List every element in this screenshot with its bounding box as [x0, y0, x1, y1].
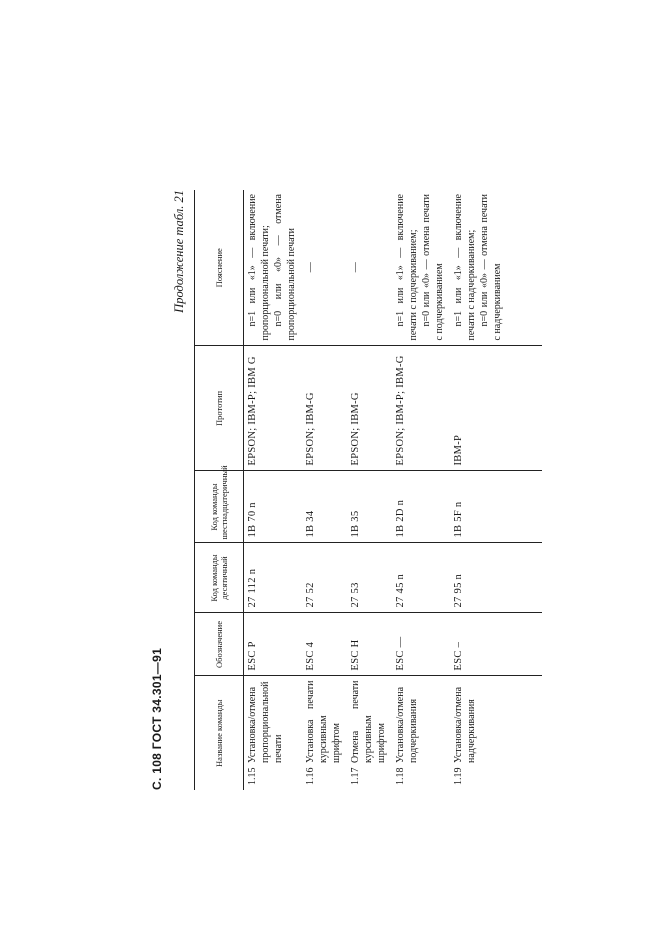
- explanation-line: n=1 или «1» — включение пропорциональной печати;: [247, 194, 271, 341]
- command-name: Установка/отмена подчеркивания: [395, 686, 419, 763]
- column-header-prototype: Прототип: [195, 346, 244, 471]
- explanation-line: n=1 или «1» — включение печати с подчеркиванием;: [395, 194, 419, 341]
- hex-code-cell: 1B 2D n: [392, 471, 450, 543]
- prototype-cell: EPSON; IBM-P; IBM-G: [392, 346, 450, 471]
- command-name: Установка/отмена пропорциональной печати: [247, 681, 284, 763]
- command-name-cell: [347, 676, 392, 790]
- hex-code-cell: 1B 5F n: [450, 471, 542, 543]
- explanation-cell: [450, 190, 542, 346]
- prototype-cell: EPSON; IBM-G: [302, 346, 347, 471]
- prototype-cell: EPSON; IBM-G: [347, 346, 392, 471]
- explanation-cell: [392, 190, 450, 346]
- table-row: [244, 190, 303, 790]
- explanation-cell: [347, 190, 392, 346]
- table-continuation-label: Продолжение табл. 21: [172, 190, 186, 313]
- command-name: Установка печати курсивным шрифтом: [305, 680, 342, 763]
- command-name-cell: [302, 676, 347, 790]
- explanation-line: n=0 или «0» — отмена печати с подчеркиванием: [421, 194, 445, 341]
- explanation-cell: [302, 190, 347, 346]
- designation-cell: ESC –: [450, 613, 542, 676]
- decimal-code-cell: 27 53: [347, 543, 392, 613]
- decimal-code-cell: 27 45 n: [392, 543, 450, 613]
- running-head: [150, 190, 186, 790]
- decimal-code-cell: 27 52: [302, 543, 347, 613]
- column-header-decimal-code: Код команды десятичный: [195, 543, 244, 613]
- document-page: [150, 190, 560, 790]
- column-header-name: Название команды: [195, 676, 244, 790]
- command-name: Отмена печати курсивным шрифтом: [350, 680, 387, 763]
- commands-table: [194, 190, 542, 790]
- row-number: 1.19: [453, 767, 464, 785]
- page-header: С. 108 ГОСТ 34.301—91: [150, 647, 164, 790]
- command-name: Установка/отмена надчеркивания: [453, 686, 477, 763]
- row-number: 1.16: [305, 767, 316, 785]
- decimal-code-cell: 27 112 n: [244, 543, 303, 613]
- decimal-code-cell: 27 95 n: [450, 543, 542, 613]
- column-header-designation: Обозначение: [195, 613, 244, 676]
- table-row: [392, 190, 450, 790]
- explanation-line: n=1 или «1» — включение печати с надчеркиванием;: [453, 194, 477, 341]
- explanation-line: n=0 или «0» — отмена печати с надчеркиванием: [479, 194, 503, 341]
- explanation-line: n=0 или «0» — отмена пропорциональной печати: [273, 194, 297, 341]
- row-number: 1.17: [350, 767, 361, 785]
- explanation-dash: —: [350, 262, 361, 273]
- explanation-dash: —: [305, 262, 316, 273]
- designation-cell: ESC —: [392, 613, 450, 676]
- row-number: 1.18: [395, 767, 406, 785]
- prototype-cell: IBM-P: [450, 346, 542, 471]
- table-row: [302, 190, 347, 790]
- designation-cell: ESC P: [244, 613, 303, 676]
- hex-code-cell: 1B 35: [347, 471, 392, 543]
- table-row: [450, 190, 542, 790]
- designation-cell: ESC 4: [302, 613, 347, 676]
- row-number: 1.15: [247, 767, 258, 785]
- prototype-cell: EPSON; IBM-P; IBM G: [244, 346, 303, 471]
- designation-cell: ESC H: [347, 613, 392, 676]
- hex-code-cell: 1B 70 n: [244, 471, 303, 543]
- column-header-explanation: Пояснение: [195, 190, 244, 346]
- table-row: [347, 190, 392, 790]
- explanation-cell: [244, 190, 303, 346]
- hex-code-cell: 1B 34: [302, 471, 347, 543]
- column-header-hex-code: Код команды шестнадцатеричный: [195, 471, 244, 543]
- command-name-cell: [450, 676, 542, 790]
- command-name-cell: [392, 676, 450, 790]
- table-header-row: [195, 190, 244, 790]
- command-name-cell: [244, 676, 303, 790]
